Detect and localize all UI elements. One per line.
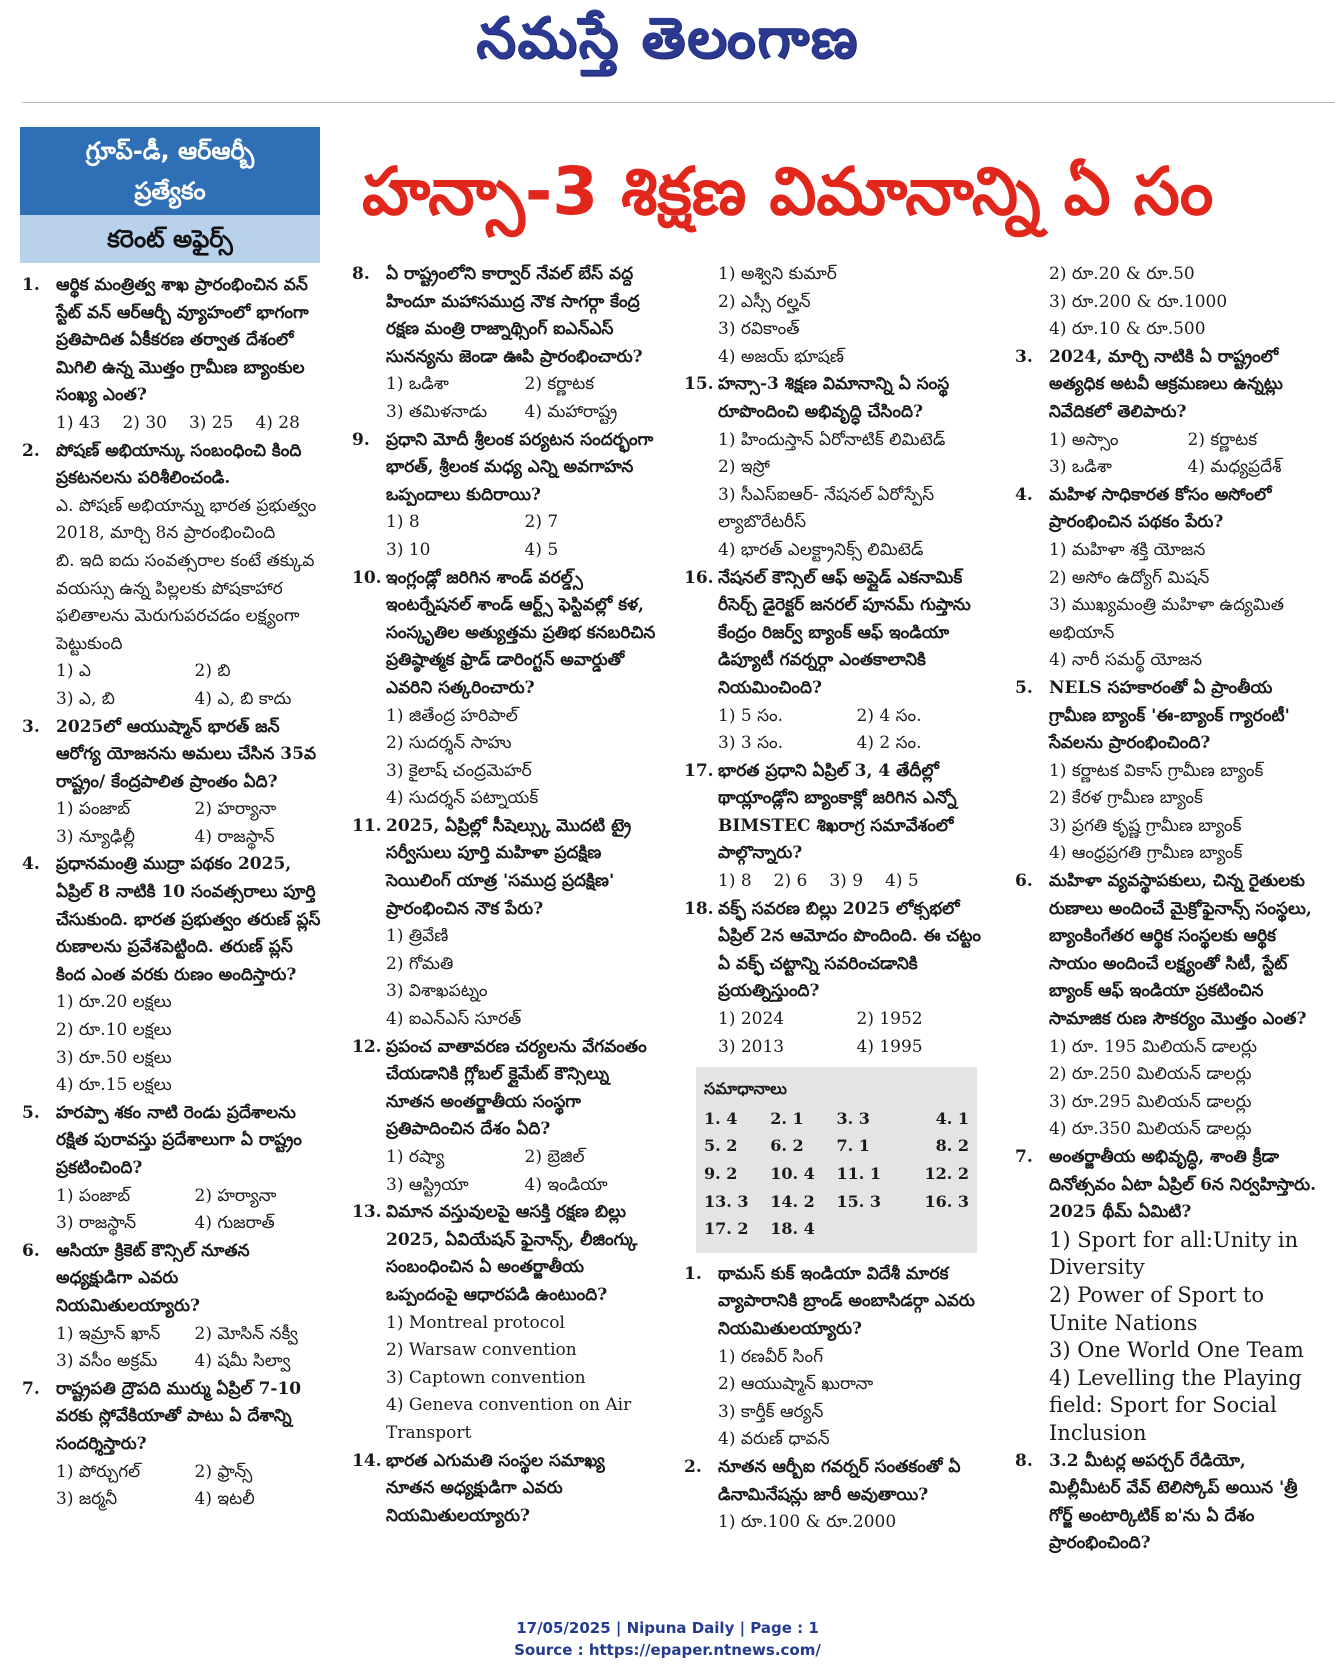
question-item xyxy=(22,1376,327,1514)
section-banner xyxy=(20,127,320,263)
answer-option: 4) ఇండియా xyxy=(524,1174,608,1195)
answer-option: 2) కేరళ గ్రామీణ బ్యాంక్ xyxy=(1049,788,1203,809)
question-text: 3.2 మీటర్ల అపర్చర్ రేడియో, మిల్లీమీటర్ వేవ్ టెలిస్కోప్ అయిన 'త్రీ గోర్జ్ అంటార్కిటిక్ ఐ'ను ఏ దేశం ప్రారంభించింది? xyxy=(1049,1450,1298,1554)
answer-option: 1) అస్సాం xyxy=(1049,429,1119,450)
question-number: 3. xyxy=(1015,346,1033,367)
option-list xyxy=(1049,1034,1320,1144)
answer-option: 1) 2024 xyxy=(718,1009,785,1030)
answer-option: 1) పోర్చుగల్ xyxy=(56,1461,141,1482)
question-number: 1. xyxy=(22,275,40,295)
option-list xyxy=(56,1459,327,1514)
question-item xyxy=(352,1448,657,1531)
answer-key-item: 12. 2 xyxy=(924,1164,969,1183)
answer-option: 3) Captown convention xyxy=(386,1367,586,1388)
answer-option: 3) విశాఖపట్నం xyxy=(386,981,488,1002)
option-list xyxy=(718,261,989,371)
question-text: ఆర్థిక మంత్రిత్వ శాఖ ప్రారంభించిన వన్ స్టేట్ వన్ ఆర్ఆర్బీ వ్యూహంలో భాగంగా ప్రతిపాదిత ఏకీకరణ తర్వాత దేశంలో మిగిలి ఉన్న మొత్తం గ్రామీణ బ్యాంకుల సంఖ్య ఎంత? xyxy=(56,275,309,406)
question-item xyxy=(1015,261,1320,344)
answer-option: 4) 1995 xyxy=(856,1036,923,1057)
answer-option: 2) ఇస్రో xyxy=(718,457,770,478)
footer-date-line: 17/05/2025 | Nipuna Daily | Page : 1 xyxy=(516,1619,819,1637)
answer-option: 2) బ్రెజిల్ xyxy=(524,1147,585,1167)
answer-option: 3) రాజస్థాన్ xyxy=(56,1213,137,1234)
question-item xyxy=(684,565,989,758)
answer-option: 3) కైలాష్ చంద్రమెహర్ xyxy=(386,760,532,781)
answer-key-item: 11. 1 xyxy=(836,1164,882,1183)
question-number: 18. xyxy=(684,898,714,919)
answer-option: 2) బి xyxy=(194,661,231,682)
answer-option: 4) గుజరాత్ xyxy=(194,1213,275,1234)
question-item xyxy=(352,1199,657,1447)
column-2 xyxy=(352,261,657,1530)
answer-option: 4) రూ.10 & రూ.500 xyxy=(1049,319,1206,340)
question-text: NELS సహకారంతో ఏ ప్రాంతీయ గ్రామీణ బ్యాంక్ 'ఈ-బ్యాంక్ గ్యారంటీ' సేవలను ప్రారంభించింది? xyxy=(1049,677,1290,754)
question-text: ప్రధాని మోదీ శ్రీలంక పర్యటన సందర్భంగా భారత్, శ్రీలంక మధ్య ఎన్ని అవగాహన ఒప్పందాలు కుదిరాయి? xyxy=(386,429,654,505)
question-number: 1. xyxy=(684,1263,702,1284)
answer-option: 1) Sport for all:Unity in Diversity xyxy=(1049,1227,1299,1280)
answer-option: 4) ఆంధ్రప్రగతి గ్రామీణ బ్యాంక్ xyxy=(1049,843,1243,864)
answer-option: 3) ముఖ్యమంత్రి మహిళా ఉద్యమిత అభియాన్ xyxy=(1049,595,1285,643)
option-list xyxy=(718,703,989,758)
question-text: ప్రపంచ వాతావరణ చర్యలను వేగవంతం చేయడానికి గ్లోబల్ క్లైమేట్ కౌన్సిల్ను నూతన అంతర్జాతీయ సంస్థగా ప్రతిపాదించిన దేశం ఏది? xyxy=(386,1036,647,1140)
answer-option: 1) మహిళా శక్తి యోజన xyxy=(1049,539,1206,560)
question-item xyxy=(22,272,327,438)
question-text: ఆసియా క్రికెట్ కౌన్సిల్ నూతన అధ్యక్షుడిగా ఎవరు నియమితులయ్యారు? xyxy=(56,1240,250,1316)
question-number: 9. xyxy=(352,429,370,450)
answer-option: 1) కర్ణాటక వికాస్ గ్రామీణ బ్యాంక్ xyxy=(1049,760,1264,781)
answer-option: 3) 25 xyxy=(188,412,234,433)
answer-option: 1) ఒడిశా xyxy=(386,374,449,395)
question-text: ఇంగ్లండ్లో జరిగిన శాండ్ వరల్డ్స్ ఇంటర్నేషనల్ శాండ్ ఆర్ట్స్ ఫెస్టివల్లో కళ, సంస్కృతిల అత్యుత్తమ ప్రతిభ కనబరిచిన ప్రతిష్ఠాత్మక ఫ్రాడ్ డారింగ్టన్ అవార్డుతో ఎవరిని సత్కరించారు? xyxy=(386,567,656,698)
answer-option: 2) రూ.250 మిలియన్ డాలర్లు xyxy=(1049,1064,1252,1085)
answer-option: 3) తమిళనాడు xyxy=(386,401,488,422)
column-3 xyxy=(684,261,989,1537)
answer-option: 4) Geneva convention on Air Transport xyxy=(386,1395,632,1443)
answer-option: 2) హర్యానా xyxy=(194,799,277,820)
column-1 xyxy=(22,272,327,1514)
answer-option: 4) భారత్ ఎలక్ట్రానిక్స్ లిమిటెడ్ xyxy=(718,539,924,560)
question-number: 13. xyxy=(352,1202,382,1223)
answer-option: 3) జర్మనీ xyxy=(56,1489,118,1510)
answer-key-item: 18. 4 xyxy=(770,1219,815,1239)
newspaper-logo: నమస్తే తెలంగాణ xyxy=(476,6,859,71)
question-item xyxy=(684,1261,989,1454)
answer-option: 3) 9 xyxy=(829,871,864,892)
answer-option: 4) ఎ, బి కాదు xyxy=(194,688,292,709)
answer-key-item: 13. 3 xyxy=(704,1191,749,1211)
answer-option: 1) జితేంద్ర హరిపాల్ xyxy=(386,705,518,726)
question-item xyxy=(352,565,657,813)
answer-option: 2) రూ.10 లక్షలు xyxy=(56,1020,172,1041)
answer-option: 3) రూ.295 మిలియన్ డాలర్లు xyxy=(1049,1091,1252,1112)
answer-option: 4) రూ.350 మిలియన్ డాలర్లు xyxy=(1049,1119,1252,1140)
answer-key-grid xyxy=(704,1105,969,1243)
question-item xyxy=(22,438,327,714)
question-text: భారత ఎగుమతి సంస్థల సమాఖ్య నూతన అధ్యక్షుడిగా ఎవరు నియమితులయ్యారు? xyxy=(386,1450,605,1526)
answer-option: 2) ఆయుష్మాన్ ఖురానా xyxy=(718,1374,874,1395)
question-text: 2024, మార్చి నాటికి ఏ రాష్ట్రంలో అత్యధిక అటవీ ఆక్రమణలు ఉన్నట్లు నివేదికలో తెలిపారు? xyxy=(1049,346,1283,422)
question-text: నేషనల్ కౌన్సిల్ ఆఫ్ అప్లైడ్ ఎకనామిక్ రీసెర్చ్ డైరెక్టర్ జనరల్ పూనమ్ గుప్తాను కేంద్రం రిజర్వ్ బ్యాంక్ ఆఫ్ ఇండియా డిప్యూటీ గవర్నర్గా ఎంతకాలానికి నియమించింది? xyxy=(718,567,971,698)
answer-option: 2) 7 xyxy=(524,512,559,533)
answer-key-item: 2. 1 xyxy=(770,1108,804,1128)
question-item xyxy=(22,714,327,852)
answer-option: 3) రూ.50 లక్షలు xyxy=(56,1047,172,1068)
question-number: 15. xyxy=(684,374,714,395)
question-number: 5. xyxy=(22,1102,40,1123)
section-line-2: ప్రత్యేకం xyxy=(134,177,206,205)
answer-option: 1) రూ.20 లక్షలు xyxy=(56,992,172,1013)
question-text: భారత ప్రధాని ఏప్రిల్ 3, 4 తేదీల్లో థాయ్లాండ్లోని బ్యాంకాక్లో జరిగిన ఎన్నో BIMSTEC శిఖరాగ్ర సమావేశంలో పాల్గొన్నారు? xyxy=(718,760,957,864)
answer-option: 2) Warsaw convention xyxy=(386,1340,577,1361)
question-item xyxy=(22,851,327,1099)
answer-option: 4) 5 xyxy=(524,539,559,560)
question-number: 17. xyxy=(684,760,714,781)
question-item xyxy=(352,427,657,565)
question-text: హన్సా-3 శిక్షణ విమానాన్ని ఏ సంస్థ రూపొందించి అభివృద్ధి చేసింది? xyxy=(718,374,950,422)
answer-option: 3) ఎ, బి xyxy=(56,688,115,709)
page-footer xyxy=(0,1617,1335,1661)
answer-key-item: 5. 2 xyxy=(704,1136,738,1156)
column-4 xyxy=(1015,261,1320,1558)
option-list xyxy=(56,1183,327,1238)
answer-key-item: 1. 4 xyxy=(704,1108,738,1128)
option-list xyxy=(56,410,327,438)
question-item xyxy=(1015,675,1320,868)
question-item xyxy=(684,261,989,371)
question-item xyxy=(352,813,657,1034)
question-number: 3. xyxy=(22,716,40,737)
answer-option: 1) రష్యా xyxy=(386,1147,445,1167)
option-list xyxy=(1049,261,1320,344)
option-list xyxy=(1049,1227,1320,1448)
question-number: 10. xyxy=(352,567,382,588)
option-list xyxy=(386,923,657,1033)
question-statement: బి. ఇది ఐదు సంవత్సరాల కంటే తక్కువ వయస్సు ఉన్న పిల్లలకు పోషకాహార ఫలితాలను మెరుగుపరచడం లక్ష్యంగా పెట్టుకుంది xyxy=(56,550,315,654)
answer-option: 2) 6 xyxy=(773,871,808,892)
answer-option: 1) ఇమ్రాన్ ఖాన్ xyxy=(56,1323,161,1344)
answer-option: 2) రూ.20 & రూ.50 xyxy=(1049,264,1195,284)
answer-option: 2) సుదర్శన్ సాహు xyxy=(386,733,512,754)
answer-option: 4) వరుణ్ ధావన్ xyxy=(718,1429,830,1450)
answer-option: 3) ఒడిశా xyxy=(1049,457,1112,478)
option-list xyxy=(56,1321,327,1376)
answer-option: 1) పంజాబ్ xyxy=(56,1185,131,1206)
answer-option: 1) ఎ xyxy=(56,661,91,682)
question-text: వక్ఫ్ సవరణ బిల్లు 2025 లోక్సభలో ఏప్రిల్ 2న ఆమోదం పొందింది. ఈ చట్టం ఏ వక్ఫ్ చట్టాన్ని సవరించడానికి ప్రయత్నిస్తుంది? xyxy=(718,898,982,1002)
answer-option: 3) న్యూఢిల్లీ xyxy=(56,826,135,847)
answer-key-item: 3. 3 xyxy=(836,1108,870,1128)
answer-option: 2) కర్ణాటక xyxy=(1187,429,1258,450)
answer-option: 4) సుదర్శన్ పట్నాయక్ xyxy=(386,788,539,809)
question-item xyxy=(1015,1144,1320,1448)
masthead xyxy=(0,0,1335,95)
question-number: 2. xyxy=(684,1456,702,1477)
question-text: మహిళా వ్యవస్థాపకులు, చిన్న రైతులకు రుణాలు అందించే మైక్రోఫైనాన్స్ సంస్థలు, బ్యాంకింగేతర ఆర్థిక సంస్థలకు ఆర్థిక సాయం అందించే లక్ష్యంతో సిటీ, స్టేట్ బ్యాంక్ ఆఫ్ ఇండియా ప్రకటించిన సామాజిక రుణ సౌకర్యం మొత్తం ఎంత? xyxy=(1049,871,1312,1030)
answer-option: 3) 2013 xyxy=(718,1036,785,1057)
answer-option: 2) అసోం ఉద్యోగ్ మిషన్ xyxy=(1049,567,1210,588)
answer-option: 2) 30 xyxy=(122,412,167,433)
answer-option: 3) 3 సం. xyxy=(718,733,784,754)
question-number: 11. xyxy=(352,815,382,836)
option-list xyxy=(386,703,657,813)
question-item xyxy=(1015,1448,1320,1558)
question-item xyxy=(684,896,989,1062)
question-text: పోషణ్ అభియాన్కు సంబంధించి కింది ప్రకటనలను పరిశీలించండి. xyxy=(56,440,302,489)
answer-option: 1) 8 xyxy=(386,512,420,533)
answer-option: 3) వసీం అక్రమ్ xyxy=(56,1351,158,1372)
option-list xyxy=(56,989,327,1099)
answer-option: 1) హిందుస్తాన్ ఏరోనాటిక్ లిమిటెడ్ xyxy=(718,429,946,450)
answer-option: 3) రవికాంత్ xyxy=(718,319,800,340)
answer-option: 3) కార్తీక్ ఆర్యన్ xyxy=(718,1401,824,1422)
answer-option: 4) Levelling the Playing field: Sport for Social Inclusion xyxy=(1049,1365,1302,1445)
answer-option: 4) అజయ్ భూషణ్ xyxy=(718,346,844,367)
answer-option: 4) ఐఎన్ఎస్ సూరత్ xyxy=(386,1009,522,1030)
question-number: 12. xyxy=(352,1036,382,1057)
question-text: రాష్ట్రపతి ద్రౌపది ముర్ము ఏప్రిల్ 7-10 వరకు స్లోవేకియాతో పాటు ఏ దేశాన్ని సందర్శిస్తారు? xyxy=(56,1378,302,1454)
answer-option: 1) 8 xyxy=(718,871,752,892)
question-number: 6. xyxy=(22,1240,40,1261)
question-number: 7. xyxy=(22,1378,40,1399)
page-headline: హన్సా-3 శిక్షణ విమానాన్ని ఏ సం xyxy=(362,153,1214,230)
answer-option: 1) 43 xyxy=(56,412,101,433)
question-text: అంతర్జాతీయ అభివృద్ధి, శాంతి క్రీడా దినోత్సవం ఏటా ఏప్రిల్ 6న నిర్వహిస్తారు. 2025 థీమ్ ఏమిటి? xyxy=(1049,1147,1317,1223)
option-list xyxy=(386,1144,657,1199)
question-text: థామస్ కుక్ ఇండియా విదేశీ మారక వ్యాపారానికి బ్రాండ్ అంబాసిడర్గా ఎవరు నియమితులయ్యారు? xyxy=(718,1263,975,1339)
answer-key-title: సమాధానాలు xyxy=(704,1079,787,1099)
question-item xyxy=(1015,868,1320,1144)
answer-option: 3) 10 xyxy=(386,539,431,560)
answer-option: 3) రూ.200 & రూ.1000 xyxy=(1049,291,1228,312)
answer-option: 2) Power of Sport to Unite Nations xyxy=(1049,1282,1265,1335)
question-number: 14. xyxy=(352,1450,382,1471)
footer-source-line: Source : https://epaper.ntnews.com/ xyxy=(514,1641,821,1659)
answer-key-item: 17. 2 xyxy=(704,1219,749,1239)
question-number: 4. xyxy=(22,854,40,875)
answer-option: 4) మధ్యప్రదేశ్ xyxy=(1187,457,1282,478)
answer-option: 2) కర్ణాటక xyxy=(524,374,595,395)
option-list xyxy=(56,796,327,851)
answer-key-item: 15. 3 xyxy=(836,1191,882,1211)
option-list xyxy=(1049,758,1320,868)
question-item xyxy=(22,1100,327,1238)
question-item xyxy=(352,261,657,427)
question-text: మహిళ సాధికారత కోసం అసోంలో ప్రారంభించిన పథకం పేరు? xyxy=(1049,484,1272,533)
answer-option: 3) One World One Team xyxy=(1049,1338,1304,1363)
answer-option: 4) రూ.15 లక్షలు xyxy=(56,1075,172,1096)
option-list xyxy=(56,658,327,713)
answer-option: 4) 5 xyxy=(885,871,919,892)
answer-key-item: 16. 3 xyxy=(924,1191,969,1211)
option-list xyxy=(386,371,657,426)
answer-key-item: 9. 2 xyxy=(704,1164,738,1183)
answer-key-item: 10. 4 xyxy=(770,1164,815,1183)
option-list xyxy=(718,427,989,565)
answer-option: 1) రణవీర్ సింగ్ xyxy=(718,1346,824,1367)
answer-option: 1) 5 సం. xyxy=(718,705,784,726)
question-number: 16. xyxy=(684,567,714,588)
option-list xyxy=(386,1310,657,1448)
answer-option: 1) త్రివేణి xyxy=(386,926,449,947)
masthead-divider xyxy=(22,102,1335,103)
answer-option: 4) షమీ సిల్వా xyxy=(194,1351,291,1372)
answer-option: 1) రూ. 195 మిలియన్ డాలర్లు xyxy=(1049,1036,1257,1057)
answer-option: 4) నారీ సమర్థ్ యోజన xyxy=(1049,650,1203,671)
answer-key-box xyxy=(696,1067,977,1253)
question-text: 2025లో ఆయుష్మాన్ భారత్ జన్ ఆరోగ్య యోజనను అమలు చేసిన 35వ రాష్ట్రం/ కేంద్రపాలిత ప్రాంతం ఏది? xyxy=(56,716,317,792)
answer-option: 2) 4 సం. xyxy=(856,705,922,726)
answer-option: 1) రూ.100 & రూ.2000 xyxy=(718,1512,897,1533)
question-text: హరప్పా శకం నాటి రెండు ప్రదేశాలను రక్షిత పురావస్తు ప్రదేశాలుగా ఏ రాష్ట్రం ప్రకటించింది? xyxy=(56,1102,302,1178)
question-number: 8. xyxy=(1015,1450,1033,1471)
option-list xyxy=(718,868,989,896)
question-statement: ఎ. పోషణ్ అభియాన్ను భారత ప్రభుత్వం 2018, మార్చి 8న ప్రారంభించింది xyxy=(56,495,317,544)
answer-option: 4) రాజస్థాన్ xyxy=(194,826,275,847)
section-label: కరెంట్ అఫైర్స్ xyxy=(20,215,320,263)
answer-option: 4) మహారాష్ట్ర xyxy=(524,401,618,422)
question-text: 2025, ఏప్రిల్లో సీషెల్స్కు మొదటి ట్రై సర్వీసులు పూర్తి మహిళా ప్రదక్షిణ సెయిలింగ్ యాత్ర 'సముద్ర ప్రదక్షిణ' ప్రారంభించిన నౌక పేరు? xyxy=(386,815,632,919)
answer-option: 2) ఎస్సీ రల్హన్ xyxy=(718,291,811,312)
answer-option: 2) ఫ్రాన్స్ xyxy=(194,1461,253,1482)
question-number: 6. xyxy=(1015,871,1033,892)
question-item xyxy=(1015,482,1320,675)
question-number: 4. xyxy=(1015,484,1033,505)
question-item xyxy=(22,1238,327,1376)
question-item xyxy=(684,758,989,896)
answer-option: 3) సీఎస్ఐఆర్- నేషనల్ ఏరోస్పేస్ ల్యాబొరేటరీస్ xyxy=(718,484,935,533)
question-number: 8. xyxy=(352,264,370,284)
answer-option: 2) మోసిన్ నక్వీ xyxy=(194,1323,298,1344)
question-text: విమాన వస్తువులపై ఆసక్తి రక్షణ బిల్లు 2025, ఏవియేషన్ ఫైనాన్స్, లీజింగ్కు సంబంధించిన ఏ అంతర్జాతీయ ఒప్పందంపై ఆధారపడి ఉంటుంది? xyxy=(386,1202,638,1305)
answer-option: 4) ఇటలీ xyxy=(194,1489,255,1510)
section-line-1: గ్రూప్-డీ, ఆర్ఆర్బీ xyxy=(85,137,255,165)
question-number: 2. xyxy=(22,440,40,461)
answer-key-item: 14. 2 xyxy=(770,1191,815,1211)
question-text: నూతన ఆర్బీఐ గవర్నర్ సంతకంతో ఏ డినామినేషన్లు జారీ అవుతాయి? xyxy=(718,1456,961,1505)
option-list xyxy=(718,1509,989,1537)
question-text: ఏ రాష్ట్రంలోని కార్వార్ నేవల్ బేస్ వద్ద హిందూ మహాసముద్ర నౌక సాగర్గా కేంద్ర రక్షణ మంత్రి రాజ్నాథ్సింగ్ ఐఎన్ఎస్ సునన్యను జెండా ఊపి ప్రారంభించారు? xyxy=(386,264,643,367)
answer-option: 2) హర్యానా xyxy=(194,1185,277,1206)
question-number: 7. xyxy=(1015,1147,1033,1167)
question-number: 5. xyxy=(1015,677,1033,698)
answer-key-item: 7. 1 xyxy=(836,1136,870,1156)
option-list xyxy=(386,509,657,564)
option-list xyxy=(718,1344,989,1454)
answer-option: 4) 2 సం. xyxy=(856,733,922,754)
answer-key-item: 8. 2 xyxy=(935,1136,969,1156)
option-list xyxy=(1049,537,1320,675)
question-item xyxy=(1015,344,1320,482)
answer-key-item: 4. 1 xyxy=(935,1108,969,1128)
question-item xyxy=(684,371,989,564)
answer-option: 1) పంజాబ్ xyxy=(56,799,131,820)
answer-option: 1) అశ్విని కుమార్ xyxy=(718,264,837,284)
section-banner-title xyxy=(20,127,320,215)
question-item xyxy=(684,1454,989,1537)
answer-option: 2) 1952 xyxy=(856,1009,923,1030)
answer-option: 2) గోమతి xyxy=(386,953,454,974)
question-item xyxy=(352,1034,657,1200)
option-list xyxy=(718,1006,989,1061)
answer-option: 3) ప్రగతి కృష్ణ గ్రామీణ బ్యాంక్ xyxy=(1049,815,1242,836)
option-list xyxy=(1049,427,1320,482)
answer-key-item: 6. 2 xyxy=(770,1136,804,1156)
answer-option: 3) ఆస్ట్రియా xyxy=(386,1174,469,1195)
question-text: ప్రధానమంత్రి ముద్రా పథకం 2025, ఏప్రిల్ 8 నాటికి 10 సంవత్సరాలు పూర్తి చేసుకుంది. భారత ప్రభుత్వం తరుణ్ ప్లస్ రుణాలను ప్రవేశపెట్టింది. తరుణ్ ప్లస్ కింద ఎంత వరకు రుణం అందిస్తారు? xyxy=(56,854,321,985)
answer-option: 4) 28 xyxy=(255,412,300,433)
answer-option: 1) Montreal protocol xyxy=(386,1312,565,1333)
